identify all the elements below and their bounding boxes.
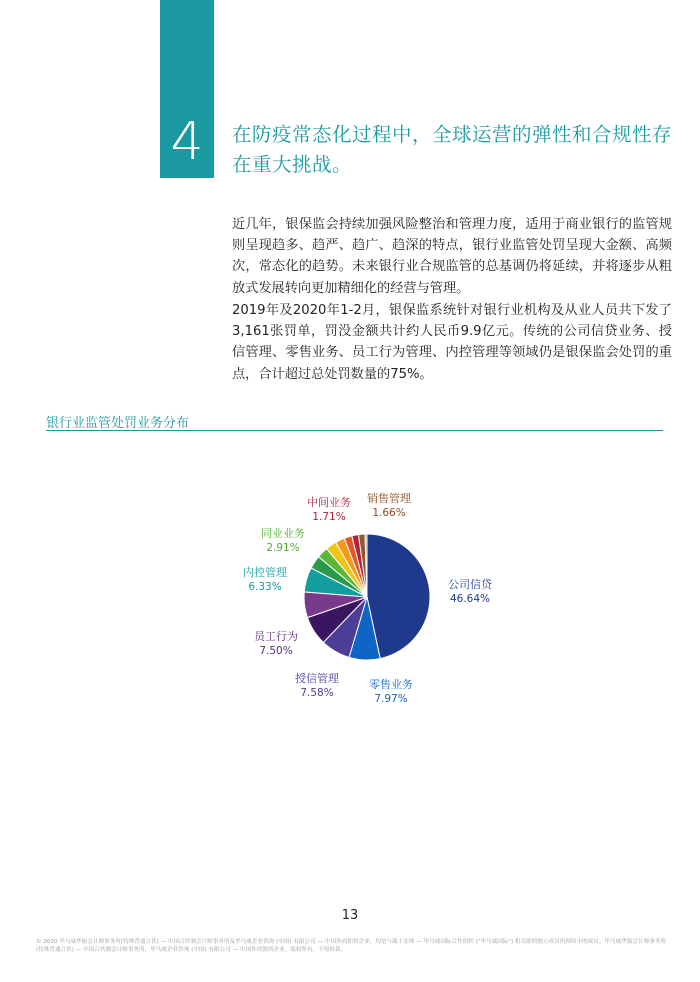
slice-value-label: 7.97%	[374, 693, 408, 705]
slice-label: 公司信贷	[448, 578, 492, 591]
slice-value-label: 6.33%	[248, 581, 282, 593]
slice-value-label: 1.71%	[312, 511, 346, 523]
slice-value-label: 2.91%	[266, 542, 300, 554]
chart-title: 银行业监管处罚业务分布	[46, 416, 190, 431]
body-paragraph: 近几年，银保监会持续加强风险整治和管理力度，适用于商业银行的监管规则呈现趋多、趋严、趋广、趋深的特点，银行业监管处罚呈现大金额、高频次，常态化的趋势。未来银行业合规监管的总基调仍将延续，并将逐步从粗放式发展转向更加精细化的经营与管理。	[232, 217, 672, 296]
page-number: 13	[341, 908, 359, 923]
slice-value-label: 7.50%	[259, 645, 293, 657]
slice-label: 授信管理	[295, 672, 339, 685]
pie-chart	[0, 440, 700, 740]
slice-label: 同业业务	[261, 527, 305, 540]
slice-label: 内控管理	[243, 566, 287, 579]
section-heading: 在防疫常态化过程中，全球运营的弹性和合规性存在重大挑战。	[232, 123, 673, 176]
slice-value-label: 1.66%	[372, 507, 406, 519]
footer-disclaimer: © 2020 毕马威华振会计师事务所(特殊普通合伙) — 中国合伙制会计师事务所及毕马威企业咨询 (中国) 有限公司 — 中国外商独资企业，均是与瑞士实体 — 毕马威国际合作组织 ("毕马威国际") 相关联的独立成员所网络中的成员。毕马威华振会计师事务所(特殊普通合伙) — 中国合伙制会计师事务所，毕马威企业咨询 (中国) 有限公司 — 中国外商独资企业。版权所有，不得转载。	[36, 939, 666, 953]
slice-value-label: 46.64%	[449, 593, 491, 605]
slice-value-label: 7.58%	[300, 687, 334, 699]
slice-label: 中间业务	[307, 496, 351, 509]
body-paragraph: 2019年及2020年1-2月，银保监系统针对银行业机构及从业人员共下发了3,161张罚单，罚没金额共计约人民币9.9亿元。传统的公司信贷业务、授信管理、零售业务、员工行为管理、内控管理等领域仍是银保监会处罚的重点，合计超过总处罚数量的75%。	[232, 303, 672, 382]
chart-title-rule	[46, 430, 663, 431]
slice-label: 员工行为	[254, 630, 298, 643]
slice-label: 零售业务	[369, 678, 413, 691]
section-number: 4	[170, 112, 204, 172]
slice-label: 销售管理	[367, 492, 411, 505]
